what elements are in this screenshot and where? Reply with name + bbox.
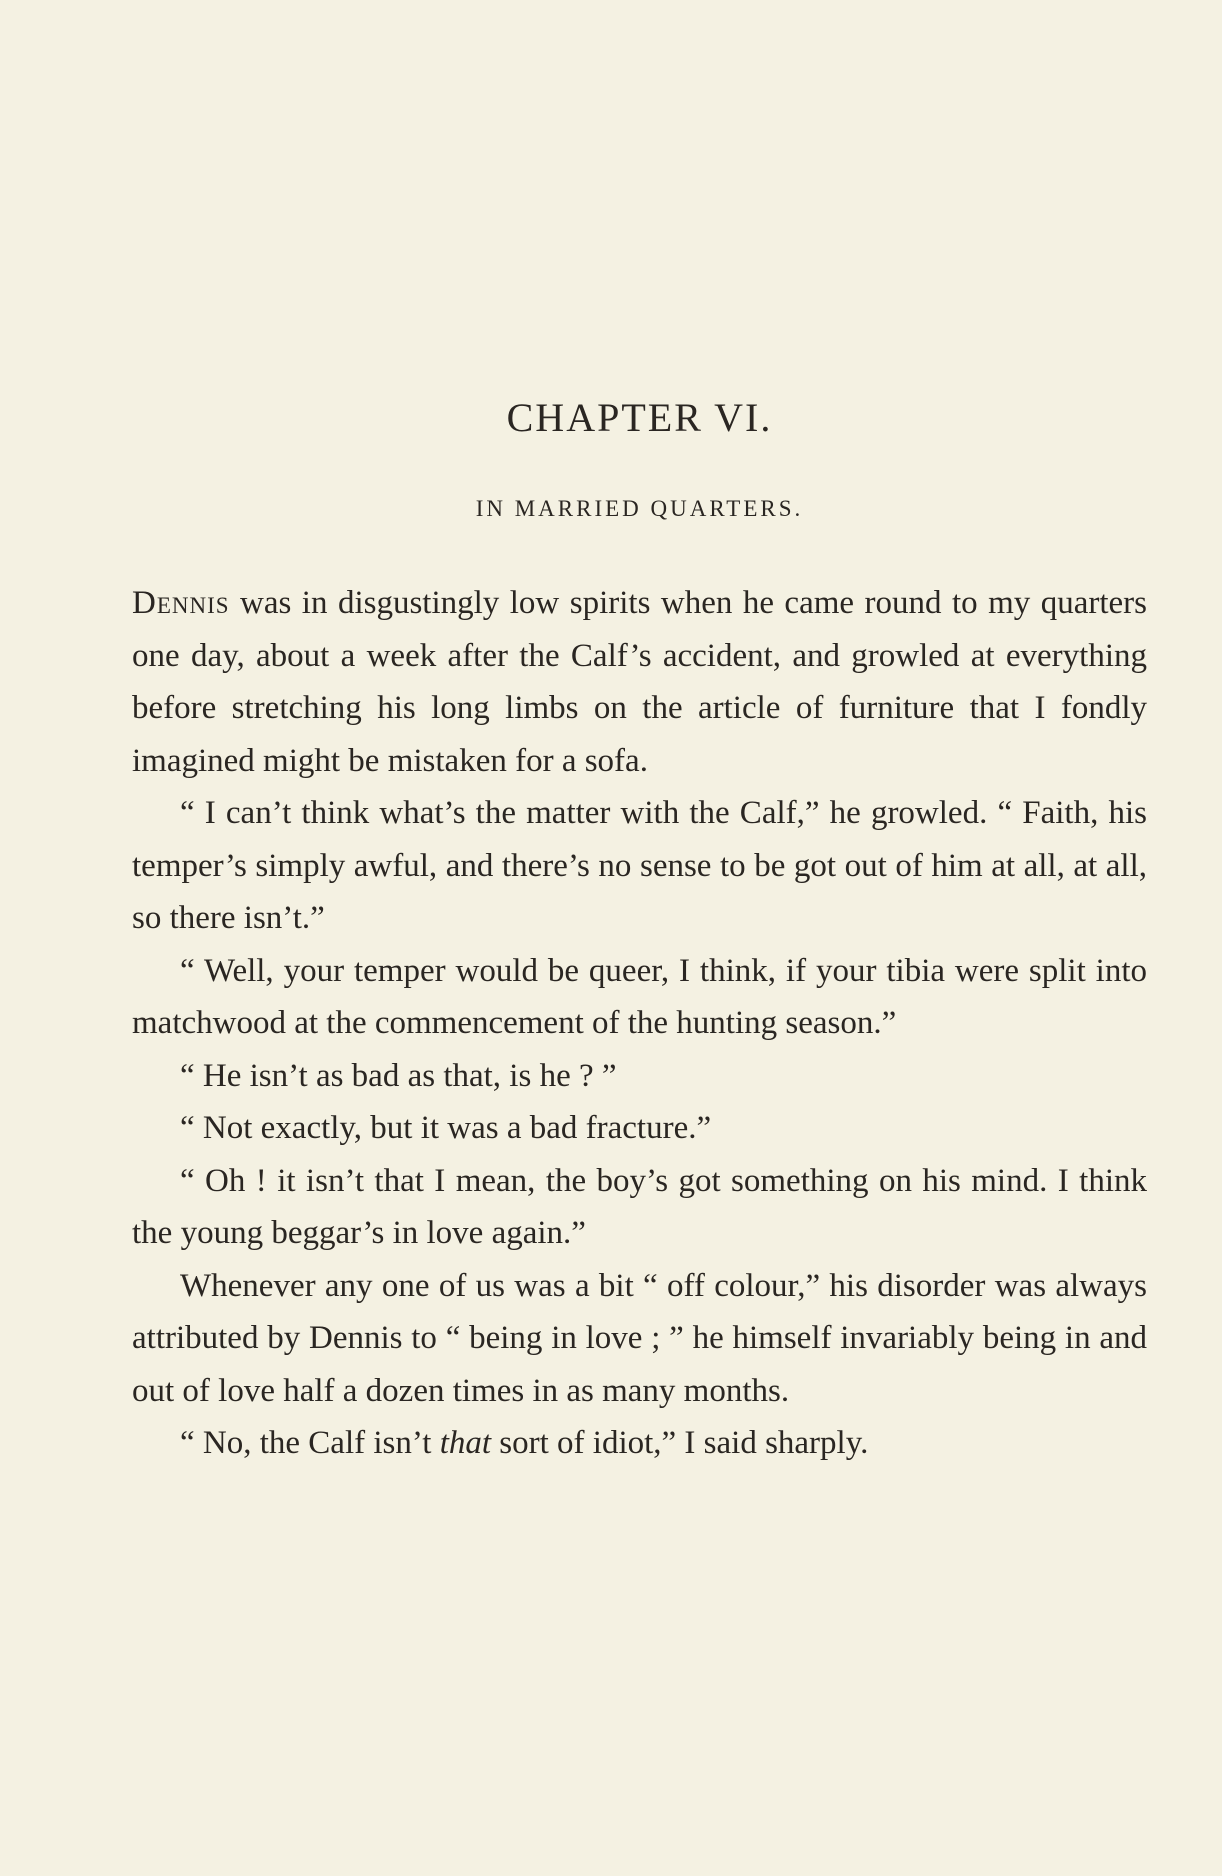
- paragraph-3: “ Well, your temper would be queer, I think, if your tibia were split into matchwood at the commencement of the hunting season.”: [132, 952, 1147, 1041]
- paragraph-6: “ Oh ! it isn’t that I mean, the boy’s got something on his mind. I think the young beggar’s in love again.”: [132, 1162, 1147, 1251]
- chapter-subtitle: IN MARRIED QUARTERS.: [475, 496, 804, 521]
- paragraph-4: “ He isn’t as bad as that, is he ? ”: [180, 1057, 617, 1094]
- chapter-body: [132, 577, 1147, 1470]
- paragraph-5: “ Not exactly, but it was a bad fracture.”: [180, 1110, 712, 1146]
- chapter-heading: CHAPTER VI.: [506, 395, 773, 440]
- paragraph-2: “ I can’t think what’s the matter with the Calf,” he growled. “ Faith, his temper’s simply awful, and there’s no sense to be got out of him at all, at all, so there isn’t.”: [132, 795, 1147, 936]
- paragraph-1-text: was in disgustingly low spirits when he came round to my quarters one day, about a week after the Calf’s accident, and growled at everything before stretching his long limbs on the article of furniture that I fondly imagined might be mistaken for a sofa.: [132, 585, 1147, 779]
- paragraph-8-emphasis: that: [439, 1425, 492, 1461]
- opening-word: Dennis: [132, 585, 230, 621]
- paragraph-8-after: sort of idiot,” I said sharply.: [491, 1425, 869, 1461]
- paragraph-7: Whenever any one of us was a bit “ off colour,” his disorder was always attributed by Dennis to “ being in love ; ” he himself invariably being in and out of love half a dozen times in as many months.: [132, 1267, 1147, 1409]
- paragraph-1: [132, 577, 1147, 787]
- paragraph-8-before: “ No, the Calf isn’t: [180, 1425, 440, 1461]
- paragraph-8: [132, 1417, 1147, 1470]
